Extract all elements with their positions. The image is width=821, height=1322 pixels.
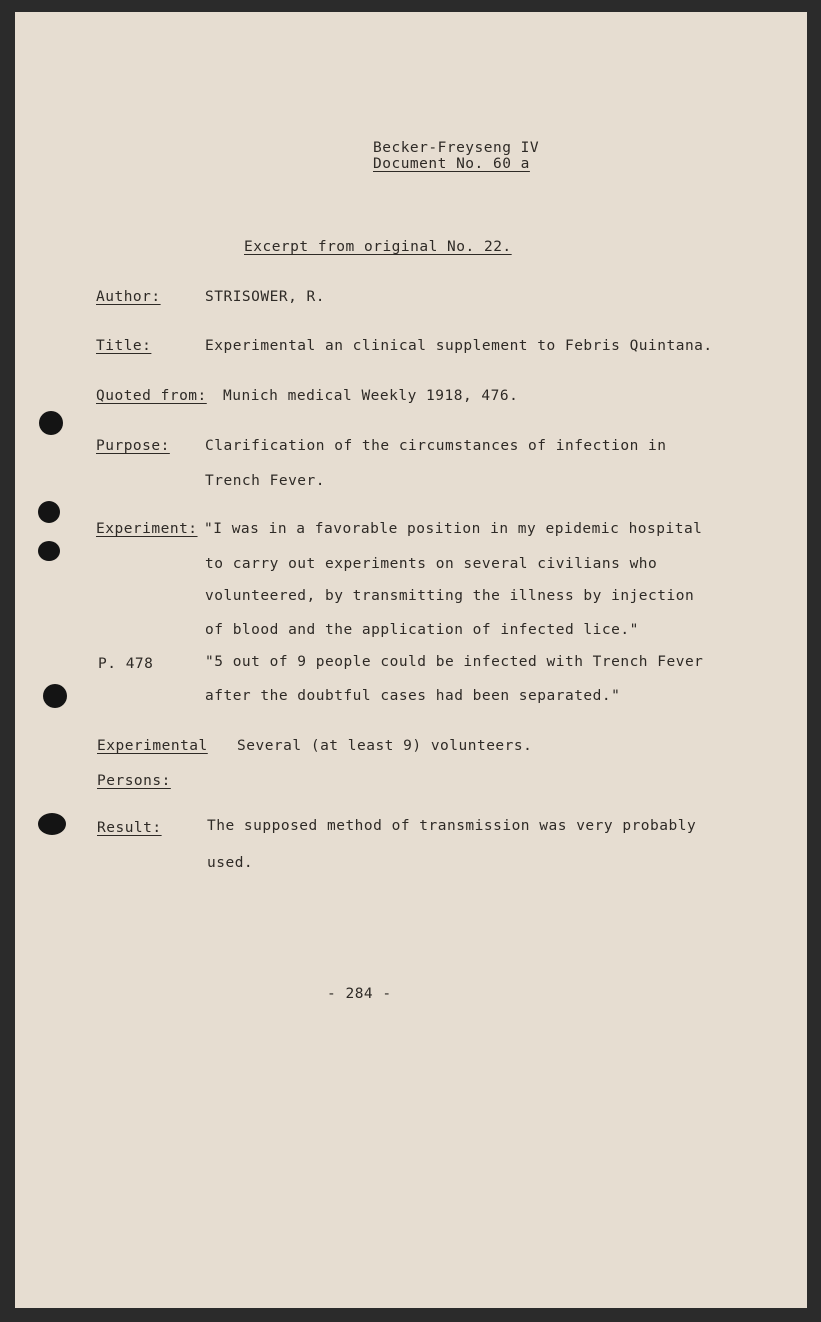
result-line: The supposed method of transmission was very probably — [207, 818, 697, 834]
document-page — [15, 12, 807, 1308]
author-value: STRISOWER, R. — [205, 289, 325, 305]
result-line: used. — [207, 855, 254, 871]
page-number: - 284 - — [327, 986, 392, 1002]
persons-label: Persons: — [97, 773, 171, 789]
page-reference: P. 478 — [98, 656, 154, 672]
experiment-line: after the doubtful cases had been separated." — [205, 688, 621, 704]
experiment-line: "I was in a favorable position in my epidemic hospital — [204, 521, 703, 537]
persons-label: Experimental — [97, 738, 208, 754]
experiment-line: "5 out of 9 people could be infected with Trench Fever — [205, 654, 704, 670]
experiment-line: of blood and the application of infected lice." — [205, 622, 639, 638]
quoted-from-value: Munich medical Weekly 1918, 476. — [223, 388, 519, 404]
experiment-line: to carry out experiments on several civilians who — [205, 556, 658, 572]
purpose-line: Clarification of the circumstances of infection in — [205, 438, 667, 454]
punch-hole — [39, 411, 63, 435]
experiment-label: Experiment: — [96, 521, 198, 537]
title-label: Title: — [96, 338, 152, 354]
document-number: Document No. 60 a — [373, 156, 530, 172]
persons-value: Several (at least 9) volunteers. — [237, 738, 533, 754]
punch-hole — [43, 684, 67, 708]
punch-hole — [38, 501, 60, 523]
experiment-line: volunteered, by transmitting the illness by injection — [205, 588, 695, 604]
purpose-label: Purpose: — [96, 438, 170, 454]
title-value: Experimental an clinical supplement to Febris Quintana. — [205, 338, 713, 354]
document-series: Becker-Freyseng IV — [373, 140, 540, 156]
quoted-from-label: Quoted from: — [96, 388, 207, 404]
purpose-line: Trench Fever. — [205, 473, 325, 489]
punch-hole — [38, 813, 66, 835]
result-label: Result: — [97, 820, 162, 836]
excerpt-heading: Excerpt from original No. 22. — [244, 239, 512, 255]
author-label: Author: — [96, 289, 161, 305]
punch-hole — [38, 541, 60, 561]
